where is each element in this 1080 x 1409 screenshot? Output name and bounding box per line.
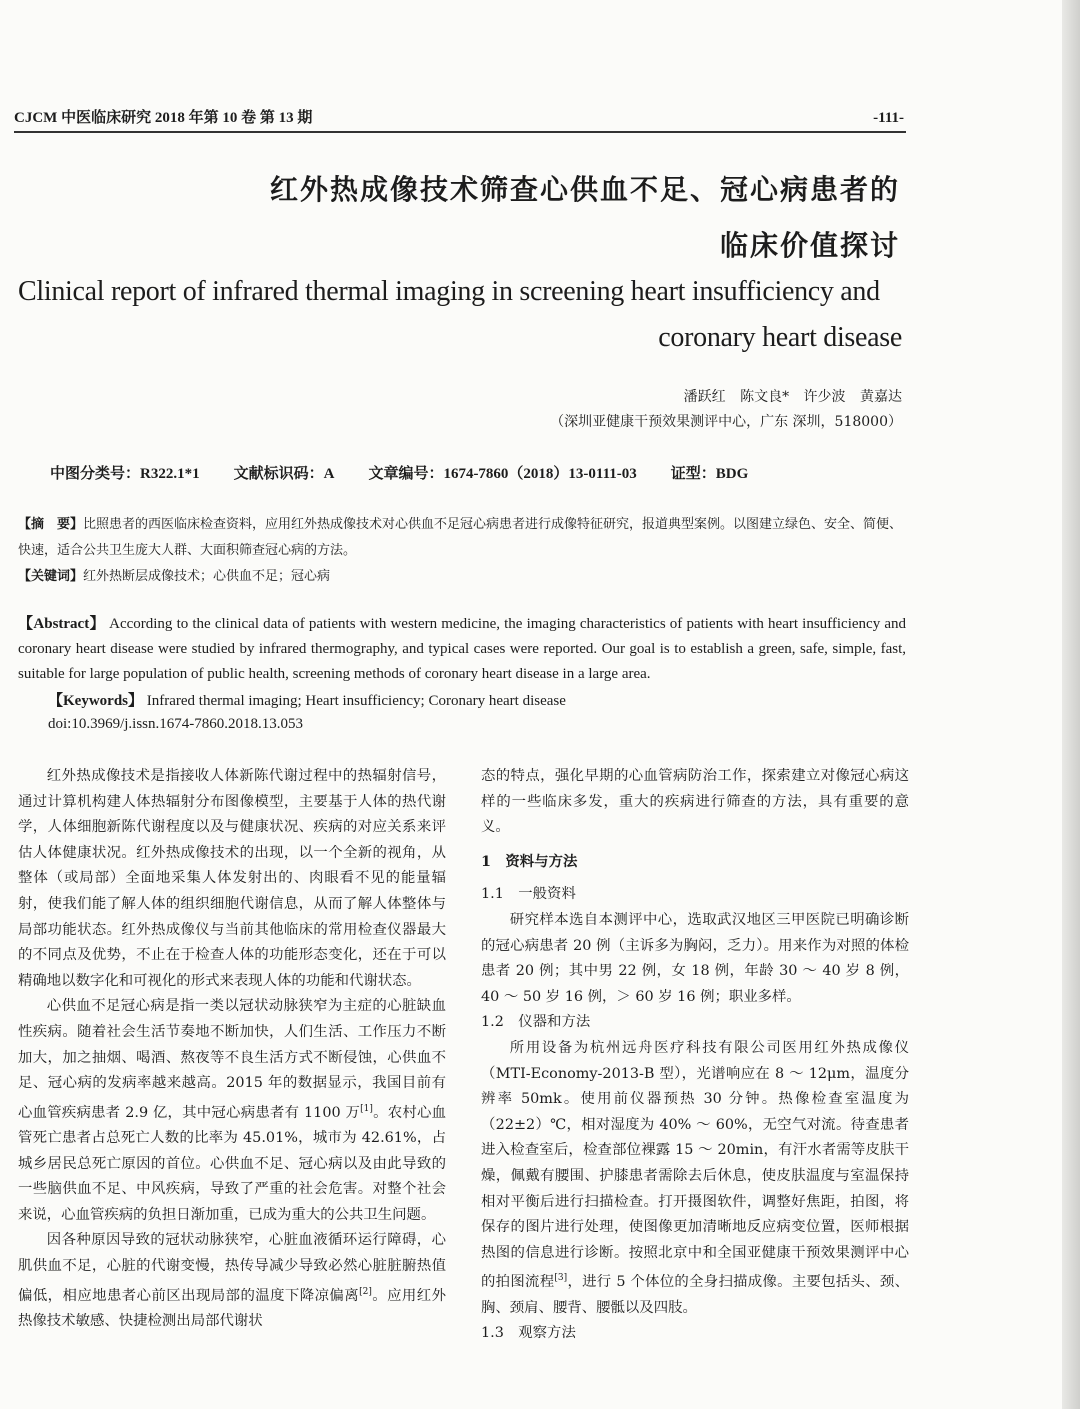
authors: 潘跃红 陈文良* 许少波 黄嘉达 bbox=[683, 389, 902, 405]
body-paragraph bbox=[18, 1228, 446, 1334]
journal-name: CJCM 中医临床研究 2018 年第 10 卷 第 13 期 bbox=[14, 110, 313, 126]
keywords-cn-text: 红外热断层成像技术；心供血不足；冠心病 bbox=[83, 569, 331, 584]
doc-code: 文献标识码：A bbox=[233, 466, 335, 482]
keywords-cn bbox=[18, 564, 904, 590]
page-number: -111- bbox=[873, 110, 904, 126]
paragraph-text: 。应用红外热像技术敏感、快捷检测出局部代谢状 bbox=[18, 1287, 446, 1330]
subsection-heading: 1.1 一般资料 bbox=[481, 886, 576, 903]
running-header bbox=[14, 106, 904, 127]
citation-ref: [2] bbox=[359, 1286, 372, 1297]
abstract-en-label: 【Abstract】 bbox=[18, 616, 105, 632]
abstract-cn bbox=[18, 512, 904, 590]
title-cn-line2: 临床价值探讨 bbox=[719, 229, 900, 262]
keywords-en-label: 【Keywords】 bbox=[48, 693, 143, 709]
article-meta bbox=[50, 462, 850, 483]
paragraph-text: 因各种原因导致的冠状动脉狭窄，心脏血液循环运行障碍，心肌供血不足，心脏的代谢变慢，热传导减少导致必然心脏脏腑热值偏低，相应地患者心前区出现局部的温度下降凉偏离 bbox=[18, 1232, 446, 1304]
citation-ref: [1] bbox=[360, 1103, 373, 1114]
page-edge-shadow bbox=[1062, 0, 1080, 1409]
body-paragraph bbox=[18, 994, 446, 1228]
article-number: 文章编号：1674-7860（2018）13-0111-03 bbox=[368, 466, 637, 482]
doi: doi:10.3969/j.issn.1674-7860.2018.13.053 bbox=[48, 716, 304, 732]
abstract-en-body: According to the clinical data of patients with western medicine, the imaging characteristics of patients with heart insufficiency and coronary heart disease were studied by infrared thermography, and typical cases were reported. Our goal is to establish a green, safe, simple, fast, suitable for large population of public health, screening methods of coronary heart disease in a large area. bbox=[18, 616, 906, 682]
abstract-en bbox=[18, 612, 906, 687]
header-rule bbox=[14, 131, 906, 133]
paragraph-text: 所用设备为杭州远舟医疗科技有限公司医用红外热成像仪（MTI-Economy-2013-B 型），光谱响应在 8 ～ 12μm，温度分辨率 50mk。使用前仪器预热 30 分钟。热像检查室温度为（22±2）℃，相对湿度为 40% ～ 60%，无空气对流。待查患者进入检查室后，检查部位裸露 15 ～ 20min，有汗水者需等皮肤干燥，佩戴有腰围、护膝患者需除去后休息，使皮肤温度与室温保持相对平衡后进行扫描检查。打开摄图软件，调整好焦距，拍图，将保存的图片进行处理，使图像更加清晰地反应病变位置，医师根据热图的信息进行诊断。按照北京中和全国亚健康干预效果测评中心的拍图流程 bbox=[481, 1039, 909, 1291]
syndrome-type: 证型：BDG bbox=[670, 466, 749, 482]
affiliation: （深圳亚健康干预效果测评中心，广东 深圳，518000） bbox=[550, 414, 902, 430]
subsection-heading: 1.2 仪器和方法 bbox=[481, 1014, 591, 1031]
abstract-cn-text bbox=[18, 512, 904, 564]
keywords-cn-label: 【关键词】 bbox=[18, 569, 84, 584]
body-paragraph: 研究样本选自本测评中心，选取武汉地区三甲医院已明确诊断的冠心病患者 20 例（主诉多为胸闷，乏力）。用来作为对照的体检患者 20 例；其中男 22 例，女 18 例，年龄 30 ～ 40 岁 8 例，40 ～ 50 岁 16 例，＞ 60 岁 16 例；职业多样。 bbox=[481, 911, 909, 1005]
section-heading: 1 资料与方法 bbox=[481, 852, 578, 870]
title-en-line2: coronary heart disease bbox=[658, 322, 902, 353]
body-paragraph: 态的特点，强化早期的心血管病防治工作，探索建立对像冠心病这样的一些临床多发，重大的疾病进行筛查的方法，具有重要的意义。 bbox=[481, 768, 909, 836]
body-paragraph bbox=[481, 1036, 909, 1321]
paragraph-text: ，进行 5 个体位的全身扫描成像。主要包括头、颈、胸、颈肩、腰背、腰骶以及四肢。 bbox=[481, 1274, 909, 1316]
body-column-right bbox=[481, 764, 909, 1347]
clc-number: 中图分类号：R322.1*1 bbox=[50, 466, 200, 482]
body-paragraph: 红外热成像技术是指接收人体新陈代谢过程中的热辐射信号，通过计算机构建人体热辐射分布图像模型，主要基于人体的热代谢学，人体细胞新陈代谢程度以及与健康状况、疾病的对应关系来评估人体健康状况。红外热成像技术的出现，以一个全新的视角，从整体（或局部）全面地采集人体发射出的、肉眼看不见的能量辐射，使我们能了解人体的组织细胞代谢信息，从而了解人体整体与局部功能状态。红外热成像仪与当前其他临床的常用检查仪器最大的不同点及优势，不止在于检查人体的功能形态变化，还在于可以精确地以数字化和可视化的形式来表现人体的功能和代谢状态。 bbox=[18, 768, 446, 989]
keywords-en bbox=[48, 689, 566, 710]
abstract-cn-label: 【摘 要】 bbox=[18, 517, 84, 532]
abstract-cn-body: 比照患者的西医临床检查资料，应用红外热成像技术对心供血不足冠心病患者进行成像特征研究，报道典型案例。以图建立绿色、安全、简便、快速，适合公共卫生庞大人群、大面积筛查冠心病的方法。 bbox=[18, 517, 903, 558]
subsection-heading: 1.3 观察方法 bbox=[481, 1325, 576, 1342]
keywords-en-text: Infrared thermal imaging; Heart insufficiency; Coronary heart disease bbox=[143, 693, 566, 709]
title-en-line1: Clinical report of infrared thermal imaging in screening heart insufficiency and bbox=[18, 276, 880, 307]
paragraph-text: 心供血不足冠心病是指一类以冠状动脉狭窄为主症的心脏缺血性疾病。随着社会生活节奏地不断加快，人们生活、工作压力不断加大，加之抽烟、喝酒、熬夜等不良生活方式不断侵蚀，心供血不足、冠心病的发病率越来越高。2015 年的数据显示，我国目前有心血管疾病患者 2.9 亿，其中冠心病患者有 1100 万 bbox=[18, 998, 446, 1121]
body-column-left bbox=[18, 764, 446, 1335]
paragraph-text: 。农村心血管死亡患者占总死亡人数的比率为 45.01%，城市为 42.61%，占城乡居民总死亡原因的首位。心供血不足、冠心病以及由此导致的一些脑供血不足、中风疾病，导致了严重的社会危害。对整个社会来说，心血管疾病的负担日渐加重，已成为重大的公共卫生问题。 bbox=[18, 1104, 446, 1223]
citation-ref: [3] bbox=[554, 1273, 568, 1284]
title-cn-line1: 红外热成像技术筛查心供血不足、冠心病患者的 bbox=[269, 173, 900, 206]
